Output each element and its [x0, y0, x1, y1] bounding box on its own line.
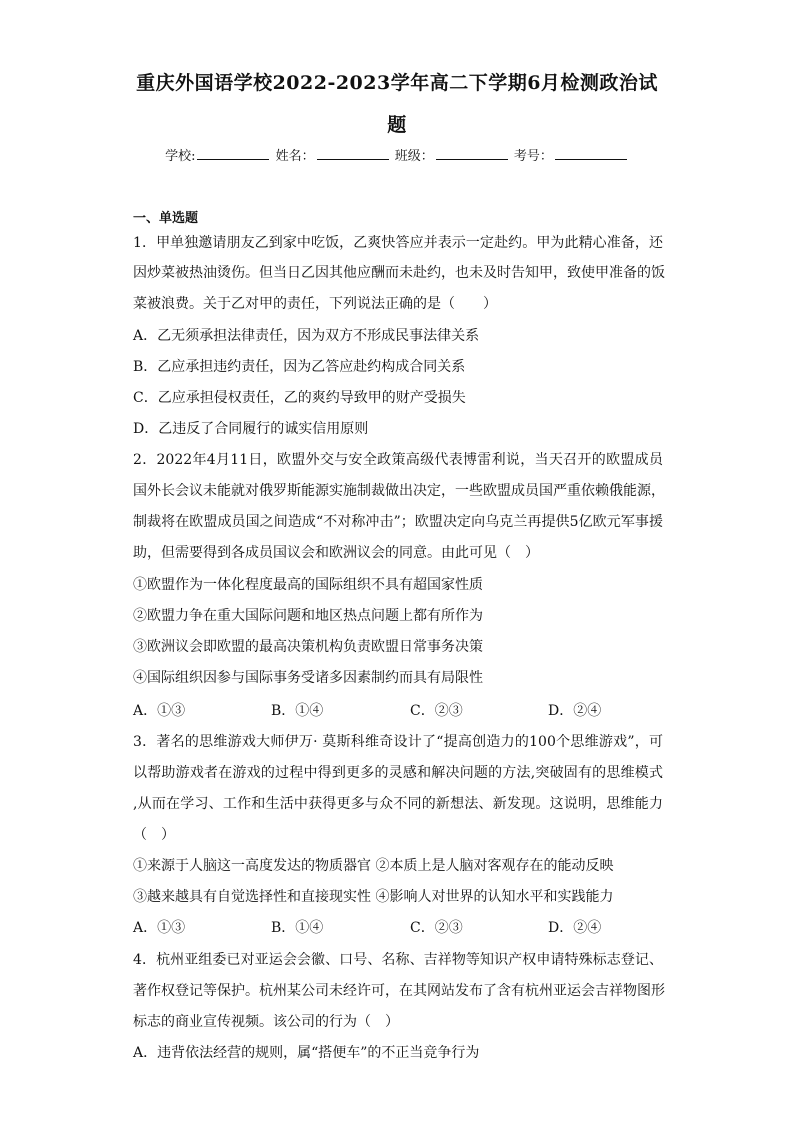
q1-stem-line: 菜被浪费。关于乙对甲的责任，下列说法正确的是（ ） — [133, 296, 497, 312]
q3-stem-line: 3．著名的思维游戏大师伊万· 莫斯科维奇设计了“提高创造力的100个思维游戏”，可 — [133, 734, 663, 750]
q2-statement: ①欧盟作为一体化程度最高的国际组织不具有超国家性质 — [133, 577, 483, 593]
q1-option-c[interactable]: C．乙应承担侵权责任，乙的爽约导致甲的财产受损失 — [133, 390, 466, 406]
q3-option-d[interactable]: D．②④ — [548, 920, 602, 936]
q3-option-a[interactable]: A．①③ — [133, 920, 186, 936]
q2-statement: ③欧洲议会即欧盟的最高决策机构负责欧盟日常事务决策 — [133, 639, 483, 655]
q3-stem-line: 以帮助游戏者在游戏的过程中得到更多的灵感和解决问题的方法,突破固有的思维模式 — [133, 765, 663, 781]
q1-option-d[interactable]: D．乙违反了合同履行的诚实信用原则 — [133, 421, 369, 437]
q3-stem-line: （ ） — [133, 827, 175, 843]
q2-option-a[interactable]: A．①③ — [133, 703, 186, 719]
q1-option-b[interactable]: B．乙应承担违约责任，因为乙答应赴约构成合同关系 — [133, 359, 466, 375]
q3-statement: ③越来越具有自觉选择性和直接现实性 ④影响人对世界的认知水平和实践能力 — [133, 889, 614, 905]
student-info-row — [0, 145, 794, 164]
q4-stem-line: 著作权登记等保护。杭州某公司未经许可，在其网站发布了含有杭州亚运会吉祥物图形 — [133, 983, 665, 999]
q2-option-d[interactable]: D．②④ — [548, 703, 602, 719]
q3-option-b[interactable]: B．①④ — [271, 920, 324, 936]
name-label: 姓名： — [275, 149, 315, 164]
q2-stem-line: 国外长会议未能就对俄罗斯能源实施制裁做出决定，一些欧盟成员国严重依赖俄能源， — [133, 483, 665, 499]
q4-stem-line: 标志的商业宣传视频。该公司的行为（ ） — [133, 1014, 399, 1030]
q2-option-c[interactable]: C．②③ — [410, 703, 463, 719]
q2-stem-line: 助，但需要得到各成员国议会和欧洲议会的同意。由此可见（ ） — [133, 545, 539, 561]
q2-stem-line: 制裁将在欧盟成员国之间造成“不对称冲击”；欧盟决定向乌克兰再提供5亿欧元军事援 — [133, 514, 663, 530]
q3-stem-line: ,从而在学习、工作和生活中获得更多与众不同的新想法、新发现。这说明，思维能力 — [133, 796, 663, 812]
school-field[interactable] — [197, 147, 269, 160]
name-field[interactable] — [317, 147, 389, 160]
q2-statement: ④国际组织因参与国际事务受诸多因素制约而具有局限性 — [133, 670, 483, 686]
q1-stem-line: 1．甲单独邀请朋友乙到家中吃饭，乙爽快答应并表示一定赴约。甲为此精心准备，还 — [133, 235, 663, 251]
page-title-line-1: 重庆外国语学校2022-2023学年高二下学期6月检测政治试 — [136, 72, 658, 94]
exam-number-label: 考号： — [513, 149, 553, 164]
q2-option-b[interactable]: B．①④ — [271, 703, 324, 719]
q4-stem-line: 4．杭州亚组委已对亚运会会徽、口号、名称、吉祥物等知识产权申请特殊标志登记、 — [133, 952, 663, 968]
q3-statement: ①来源于人脑这一高度发达的物质器官 ②本质上是人脑对客观存在的能动反映 — [133, 858, 614, 874]
school-label: 学校: — [165, 149, 196, 164]
class-field[interactable] — [436, 147, 508, 160]
page-title-line-2: 题 — [387, 114, 407, 136]
q4-option-a[interactable]: A．违背依法经营的规则，属“搭便车”的不正当竞争行为 — [133, 1045, 480, 1061]
class-label: 班级： — [394, 149, 434, 164]
q1-option-a[interactable]: A．乙无须承担法律责任，因为双方不形成民事法律关系 — [133, 328, 480, 344]
exam-number-field[interactable] — [555, 147, 627, 160]
q2-stem-line: 2．2022年4月11日，欧盟外交与安全政策高级代表博雷利说，当天召开的欧盟成员 — [133, 452, 663, 468]
q2-statement: ②欧盟力争在重大国际问题和地区热点问题上都有所作为 — [133, 608, 483, 624]
q1-stem-line: 因炒菜被热油烫伤。但当日乙因其他应酬而未赴约，也未及时告知甲，致使甲准备的饭 — [133, 265, 665, 281]
q3-option-c[interactable]: C．②③ — [410, 920, 463, 936]
section-heading: 一、单选题 — [133, 211, 199, 226]
